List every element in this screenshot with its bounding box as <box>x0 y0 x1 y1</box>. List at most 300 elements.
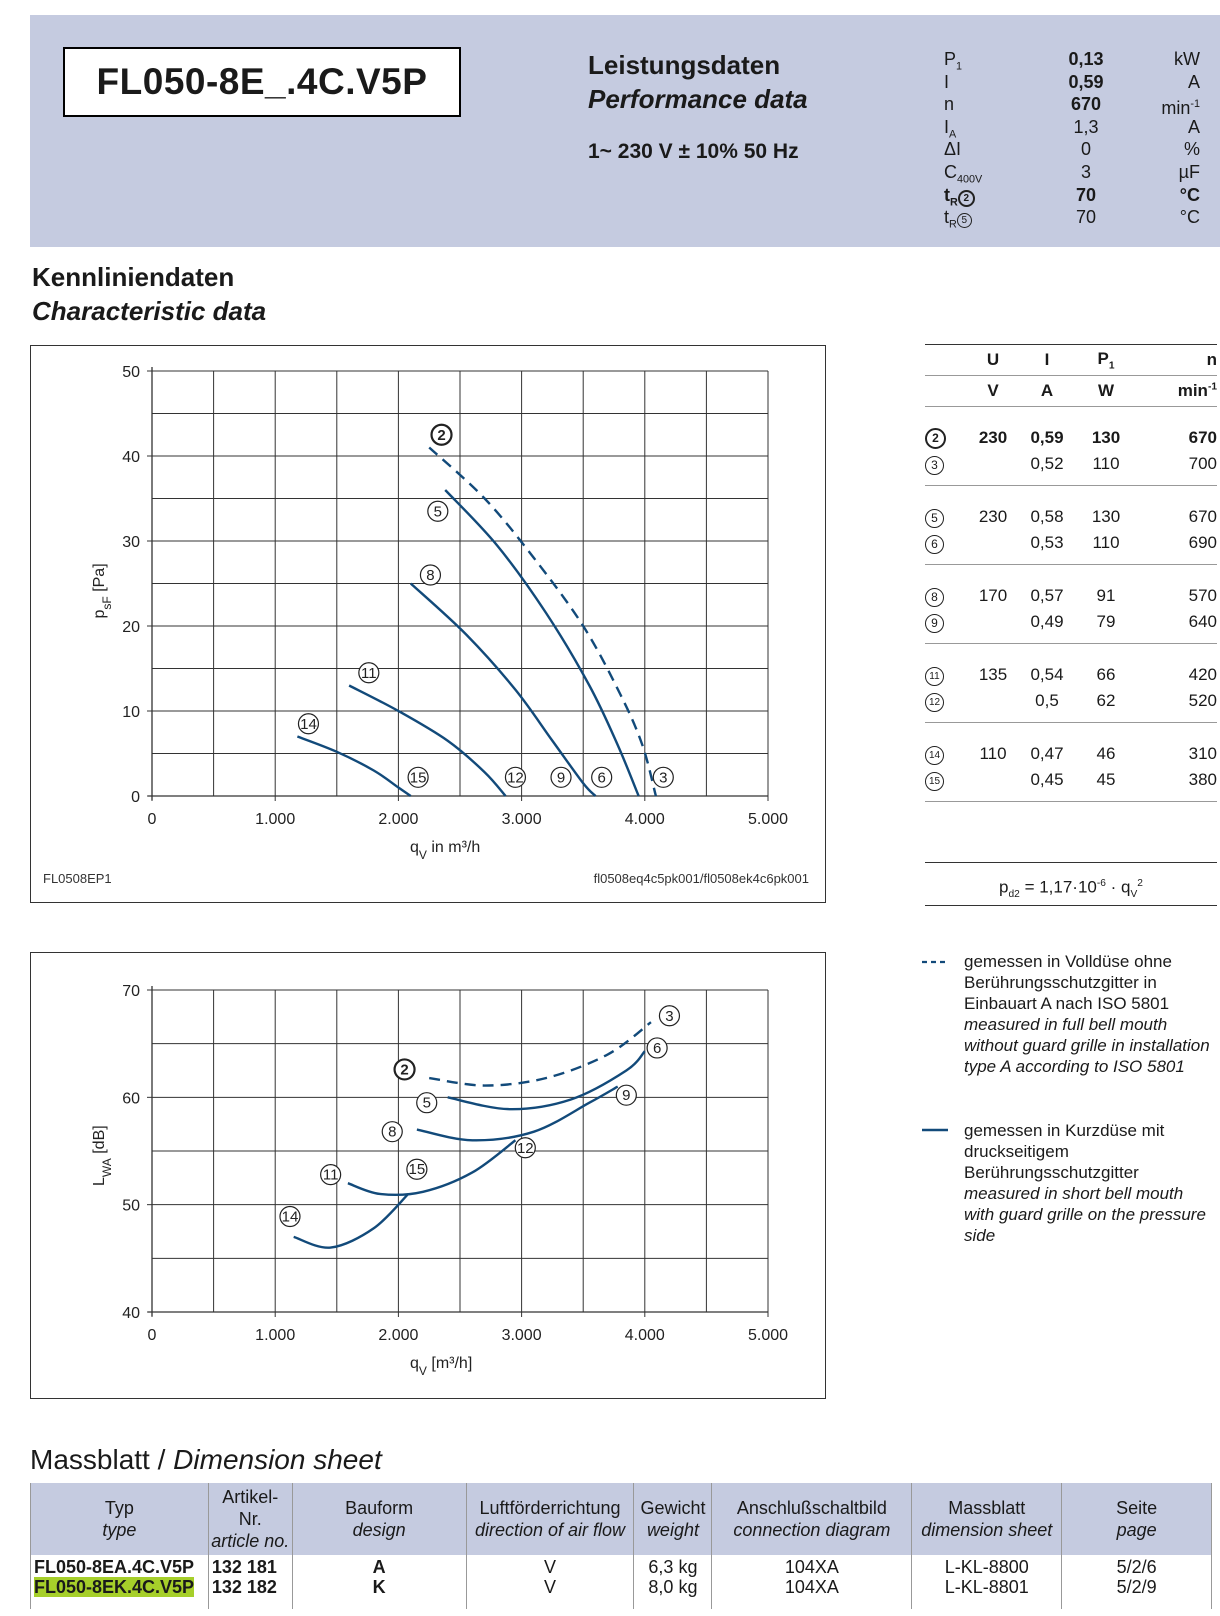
dimension-value <box>212 1577 289 1597</box>
characteristic-title-en: Characteristic data <box>32 296 267 326</box>
spec-row <box>944 93 1200 119</box>
dimension-type: FL050-8EK.4C.V5P <box>34 1577 195 1597</box>
spec-unit-text: µF <box>1178 161 1200 182</box>
curve-8 <box>417 1087 618 1141</box>
spec-unit <box>1116 161 1200 184</box>
spec-symbol-text: t <box>944 184 950 205</box>
op-point-cell <box>925 664 971 686</box>
point-label-9: 9 <box>622 1087 631 1105</box>
spec-value: 0 <box>1080 139 1091 160</box>
x-tick-label: 1.000 <box>255 811 296 828</box>
dimension-value <box>637 1577 708 1597</box>
spec-symbol-sub: 1 <box>956 60 963 73</box>
op-voltage: 110 <box>979 744 1007 763</box>
op-point-marker: 3 <box>925 456 944 475</box>
x-tick-label: 0 <box>147 1327 157 1344</box>
solid-line-icon <box>922 1126 948 1134</box>
point-label-15: 15 <box>409 769 427 787</box>
column-header-en: connection diagram <box>733 1520 891 1540</box>
x-tick-label: 4.000 <box>624 1327 665 1344</box>
supply-voltage: 1~ 230 V ± 10% 50 Hz <box>588 140 799 163</box>
spec-unit <box>1116 71 1200 94</box>
op-speed: 380 <box>1188 770 1217 789</box>
op-power: 110 <box>1092 533 1120 552</box>
sound-chart-frame <box>30 952 826 1399</box>
dimension-diagram: 104XA <box>784 1557 839 1577</box>
column-header-en: page <box>1116 1520 1157 1540</box>
op-point-marker: 8 <box>925 588 944 607</box>
chart-code-right: fl0508eq4c5pk001/fl0508ek4c6pk001 <box>593 871 809 886</box>
dashed-line-icon <box>922 958 948 966</box>
dimension-cell-flow <box>466 1555 634 1609</box>
spec-point-marker: 2 <box>958 190 975 207</box>
op-group <box>925 565 1217 644</box>
op-header-cell <box>1079 349 1133 371</box>
formula-mid: = 1,17·10 <box>1019 877 1097 897</box>
formula-exp: -6 <box>1096 878 1106 889</box>
formula-box <box>925 862 1217 906</box>
point-label-11: 11 <box>361 664 377 682</box>
dimension-cell-sheet <box>912 1555 1062 1609</box>
y-axis-label: $L_{WA}$ [dB] <box>91 1125 114 1186</box>
legend-solid-de: gemessen in Kurzdüse mit druckseitigem Berührungsschutzgitter <box>964 1121 1165 1182</box>
column-header-de: Artikel-Nr. <box>222 1487 279 1529</box>
dimension-title-de: Massblatt <box>30 1444 150 1475</box>
spec-symbol-text: n <box>944 94 955 115</box>
op-group <box>925 486 1217 565</box>
op-row <box>925 767 1217 793</box>
op-group <box>925 644 1217 723</box>
grid <box>152 990 768 1312</box>
op-row <box>925 662 1217 688</box>
op-unit-text: A <box>1040 381 1054 400</box>
formula-q-sub: V <box>1130 889 1138 901</box>
dimension-weight: 8,0 kg <box>648 1577 698 1597</box>
column-header-en: design <box>352 1520 406 1540</box>
curve-14 <box>294 1194 409 1248</box>
spec-symbol <box>944 71 1056 94</box>
spec-symbol-sub: R <box>950 196 958 209</box>
op-power: 62 <box>1096 691 1116 710</box>
y-tick-label: 60 <box>122 1090 140 1108</box>
op-header-text: n <box>1206 350 1217 369</box>
op-current: 0,52 <box>1030 454 1064 473</box>
op-row <box>925 741 1217 767</box>
dimension-page: 5/2/9 <box>1116 1577 1157 1597</box>
column-header-en: dimension sheet <box>921 1520 1053 1540</box>
spec-unit <box>1116 138 1200 161</box>
column-header-en: article no. <box>211 1531 290 1551</box>
op-unit-text: V <box>987 381 999 400</box>
dimension-value <box>296 1557 463 1577</box>
spec-row <box>944 71 1200 94</box>
dimension-value <box>34 1577 205 1597</box>
spec-symbol-text: I <box>944 116 950 137</box>
op-point-marker: 5 <box>925 509 944 528</box>
op-row <box>925 451 1217 477</box>
op-unit-cell <box>1079 381 1133 401</box>
dimension-column-header <box>1062 1483 1212 1555</box>
op-point-marker: 15 <box>925 772 944 791</box>
dimension-cell-weight <box>634 1555 712 1609</box>
spec-unit <box>1116 206 1200 229</box>
op-power: 46 <box>1096 744 1116 763</box>
y-tick-label: 40 <box>122 1305 140 1322</box>
column-header-de: Seite <box>1116 1498 1158 1518</box>
column-header-en: type <box>102 1520 137 1540</box>
op-speed: 670 <box>1188 507 1217 526</box>
column-header-en: weight <box>646 1520 699 1540</box>
dimension-cell-design <box>292 1555 466 1609</box>
op-voltage: 230 <box>978 507 1008 526</box>
y-tick-label: 30 <box>122 534 140 551</box>
spec-unit-text: A <box>1187 116 1200 137</box>
spec-value: 3 <box>1080 161 1091 182</box>
point-label-12: 12 <box>507 769 524 787</box>
spec-symbol-text: P <box>944 49 957 69</box>
spec-value: 0,13 <box>1068 49 1104 69</box>
legend-dashed <box>964 951 1218 1077</box>
column-header-en: direction of air flow <box>474 1520 626 1540</box>
y-axis-label: $p_{sF}$ [Pa] <box>91 563 114 619</box>
dimension-value <box>915 1557 1058 1577</box>
op-unit-sup: -1 <box>1207 381 1217 393</box>
dimension-value <box>637 1557 708 1577</box>
y-tick-label: 50 <box>122 364 140 381</box>
op-current: 0,57 <box>1030 586 1064 605</box>
op-point-marker: 6 <box>925 535 944 554</box>
dimension-sheet: L-KL-8801 <box>944 1577 1029 1597</box>
spec-unit <box>1116 116 1200 139</box>
op-point-cell <box>925 533 971 554</box>
dimension-table <box>30 1483 1212 1609</box>
dimension-article: 132 182 <box>211 1577 277 1597</box>
op-voltage: 170 <box>978 586 1008 605</box>
dimension-value <box>296 1577 463 1597</box>
op-power: 45 <box>1096 770 1116 789</box>
spec-symbol-sub: 400V <box>957 173 983 186</box>
op-point-cell <box>925 586 971 607</box>
op-row <box>925 530 1217 556</box>
spec-symbol <box>944 93 1056 116</box>
dimension-rows <box>31 1555 1212 1609</box>
point-label-3: 3 <box>665 1007 674 1025</box>
x-tick-label: 1.000 <box>255 1327 296 1344</box>
op-point-cell <box>925 743 971 765</box>
op-point-marker: 11 <box>925 667 944 686</box>
dimension-value <box>212 1557 289 1577</box>
spec-value: 70 <box>1075 184 1097 205</box>
op-header-cell <box>1133 350 1217 370</box>
op-point-cell <box>925 612 971 633</box>
op-current: 0,45 <box>1030 770 1064 789</box>
op-table-header <box>925 345 1217 376</box>
dimension-type: FL050-8EA.4C.V5P <box>34 1557 195 1577</box>
point-label-6: 6 <box>597 769 606 787</box>
op-row <box>925 425 1217 451</box>
spec-row <box>944 48 1200 71</box>
spec-symbol <box>944 116 1056 139</box>
spec-unit-text: min <box>1161 98 1191 119</box>
spec-row <box>944 184 1200 207</box>
dimension-value <box>1065 1557 1208 1577</box>
op-header-text: U <box>986 350 1000 369</box>
y-tick-label: 0 <box>131 789 140 806</box>
spec-symbol <box>944 48 1056 71</box>
dimension-value <box>34 1557 205 1577</box>
op-point-marker: 12 <box>925 693 944 712</box>
x-tick-label: 0 <box>147 811 157 828</box>
dimension-value <box>715 1577 908 1597</box>
spec-row <box>944 161 1200 184</box>
column-header-de: Anschlußschaltbild <box>736 1498 887 1518</box>
op-voltage: 230 <box>978 428 1008 447</box>
point-label-9: 9 <box>556 769 566 787</box>
x-tick-label: 5.000 <box>747 811 789 828</box>
x-tick-label: 3.000 <box>501 1327 542 1344</box>
x-tick-label: 2.000 <box>378 811 419 828</box>
dimension-column-header <box>208 1483 292 1555</box>
pressure-chart <box>31 346 825 902</box>
op-speed: 670 <box>1188 428 1217 447</box>
y-tick-label: 40 <box>122 449 140 466</box>
spec-unit <box>1116 184 1200 207</box>
op-speed: 420 <box>1188 665 1217 684</box>
op-header-cell <box>971 350 1015 370</box>
dimension-cell-diagram <box>712 1555 912 1609</box>
dimension-design: A <box>372 1557 386 1577</box>
spec-symbol <box>944 184 1056 207</box>
characteristic-title-de: Kennliniendaten <box>32 262 235 292</box>
spec-symbol-sub: R <box>949 218 957 231</box>
op-current: 0,53 <box>1030 533 1064 552</box>
op-current: 0,5 <box>1035 691 1059 710</box>
op-point-cell <box>925 427 971 449</box>
op-unit-cell <box>971 381 1015 401</box>
point-label-11: 11 <box>322 1166 339 1184</box>
y-tick-label: 70 <box>122 983 140 1000</box>
dimension-diagram: 104XA <box>784 1577 839 1597</box>
op-current: 0,58 <box>1030 507 1064 526</box>
dimension-weight: 6,3 kg <box>648 1557 698 1577</box>
spec-symbol-text: I <box>944 71 950 92</box>
curve-14 <box>297 737 410 797</box>
performance-title-de: Leistungsdaten <box>588 50 781 80</box>
dimension-page: 5/2/6 <box>1116 1557 1157 1577</box>
point-label-6: 6 <box>652 1039 662 1057</box>
spec-value: 1,3 <box>1073 116 1099 137</box>
spec-symbol <box>944 138 1056 161</box>
dimension-cell-type <box>31 1555 209 1609</box>
op-row <box>925 583 1217 609</box>
point-label-5: 5 <box>422 1094 431 1112</box>
dimension-value <box>470 1577 631 1597</box>
x-axis-label: $q_V$ [m³/h] <box>410 1355 473 1378</box>
chart-code-left: FL0508EP1 <box>43 871 112 886</box>
op-header-text: I <box>1044 350 1050 369</box>
curve-5 <box>448 1051 645 1109</box>
op-unit-text: min <box>1177 381 1208 400</box>
column-header-de: Typ <box>104 1498 134 1518</box>
legend-solid-en: measured in short bell mouth with guard grille on the pressure side <box>964 1184 1206 1245</box>
legend-dashed-en: measured in full bell mouth without guard grille in installation type A according to ISO 5801 <box>964 1015 1210 1076</box>
dimension-value <box>470 1557 631 1577</box>
point-label-5: 5 <box>433 503 442 521</box>
spec-unit <box>1116 48 1200 71</box>
point-label-8: 8 <box>388 1123 397 1141</box>
dimension-article: 132 181 <box>211 1557 277 1577</box>
curve-11 <box>348 1140 516 1195</box>
legend-dashed-de: gemessen in Volldüse ohne Berührungsschutzgitter in Einbauart A nach ISO 5801 <box>964 952 1172 1013</box>
formula-p-sub: d2 <box>1008 889 1020 901</box>
dimension-column-header <box>31 1483 209 1555</box>
formula-dot: · q <box>1105 877 1131 897</box>
dimension-cell-page <box>1062 1555 1212 1609</box>
op-power: 79 <box>1096 612 1116 631</box>
spec-symbol <box>944 161 1056 184</box>
op-power: 110 <box>1092 454 1120 473</box>
performance-title <box>588 48 808 116</box>
op-point-cell <box>925 769 971 791</box>
column-header-de: Gewicht <box>640 1498 706 1518</box>
spec-unit-text: % <box>1183 139 1200 160</box>
curve-8 <box>411 584 596 797</box>
x-tick-label: 5.000 <box>747 1327 789 1344</box>
op-speed: 310 <box>1188 744 1217 763</box>
dimension-value <box>715 1557 908 1577</box>
op-current: 0,54 <box>1030 665 1064 684</box>
spec-value: 70 <box>1075 207 1097 228</box>
op-row <box>925 504 1217 530</box>
op-header-text: P <box>1097 348 1109 368</box>
grid <box>152 371 768 796</box>
dimension-table-body <box>31 1555 1212 1609</box>
y-tick-label: 50 <box>122 1197 140 1215</box>
point-label-12: 12 <box>516 1139 534 1157</box>
spec-list <box>944 48 1200 229</box>
op-point-marker: 9 <box>925 614 944 633</box>
dimension-column-header <box>634 1483 712 1555</box>
sound-chart <box>31 953 825 1398</box>
spec-row <box>944 116 1200 139</box>
dimension-sheet: L-KL-8800 <box>944 1557 1029 1577</box>
spec-symbol-text: t <box>944 207 950 228</box>
performance-title-en: Performance data <box>588 84 808 114</box>
dimension-column-header <box>712 1483 912 1555</box>
point-label-8: 8 <box>426 567 435 584</box>
spec-unit-text: kW <box>1174 49 1200 69</box>
dimension-title-en: Dimension sheet <box>173 1444 382 1475</box>
op-speed: 640 <box>1188 612 1217 631</box>
x-tick-label: 3.000 <box>501 811 542 828</box>
dimension-column-header <box>292 1483 466 1555</box>
column-header-de: Bauform <box>345 1498 414 1518</box>
y-tick-label: 10 <box>122 704 140 721</box>
pressure-chart-frame <box>30 345 826 903</box>
spec-symbol <box>944 206 1056 229</box>
op-header-sub: 1 <box>1108 360 1115 372</box>
dimension-title <box>30 1444 382 1476</box>
point-label-15: 15 <box>408 1161 426 1179</box>
op-unit-text: W <box>1097 381 1115 400</box>
op-unit-cell <box>1133 381 1217 401</box>
point-label-14: 14 <box>300 715 317 733</box>
op-speed: 700 <box>1188 454 1217 473</box>
op-speed: 520 <box>1188 691 1217 710</box>
spec-symbol-sub: A <box>949 128 957 141</box>
spec-point-marker: 5 <box>957 213 972 228</box>
point-label-2: 2 <box>437 426 446 444</box>
spec-row <box>944 206 1200 229</box>
model-title: FL050-8E_.4C.V5P <box>63 47 461 117</box>
op-current: 0,49 <box>1030 612 1064 631</box>
operating-points-table <box>925 345 1217 802</box>
dimension-cell-article <box>208 1555 292 1609</box>
spec-symbol-text: C <box>944 161 957 182</box>
op-speed: 690 <box>1188 533 1217 552</box>
column-header-de: Massblatt <box>948 1498 1026 1518</box>
op-row <box>925 688 1217 714</box>
op-point-marker: 2 <box>925 428 946 449</box>
dimension-flow: V <box>543 1577 556 1597</box>
spec-unit-text: A <box>1187 71 1200 92</box>
op-power: 130 <box>1091 428 1121 447</box>
op-group <box>925 407 1217 486</box>
spec-unit-sup: -1 <box>1190 98 1200 111</box>
op-point-cell <box>925 454 971 475</box>
op-power: 66 <box>1096 665 1116 684</box>
point-label-14: 14 <box>281 1208 299 1226</box>
op-point-marker: 14 <box>925 746 944 765</box>
curve-2 <box>429 448 656 797</box>
op-point-cell <box>925 507 971 528</box>
y-tick-label: 20 <box>122 619 140 636</box>
spec-unit-text: °C <box>1179 207 1200 228</box>
op-point-cell <box>925 690 971 712</box>
x-tick-label: 4.000 <box>624 811 665 828</box>
formula-p: p <box>999 877 1009 897</box>
characteristic-title <box>32 260 266 328</box>
spec-row <box>944 138 1200 161</box>
op-unit-cell <box>1015 381 1079 401</box>
dimension-design: K <box>372 1577 386 1597</box>
spec-unit-text: °C <box>1179 184 1200 205</box>
spec-symbol-text: ΔI <box>944 139 962 160</box>
op-voltage: 135 <box>978 665 1008 684</box>
spec-value: 0,59 <box>1068 71 1104 92</box>
dimension-table-header <box>31 1483 1212 1555</box>
x-axis-label: $q_V$ in m³/h <box>410 839 481 862</box>
op-row <box>925 609 1217 635</box>
formula-q-sup: 2 <box>1137 878 1143 889</box>
op-current: 0,47 <box>1030 744 1064 763</box>
spec-value: 670 <box>1070 94 1102 115</box>
op-power: 130 <box>1091 507 1121 526</box>
op-header-cell <box>1015 350 1079 370</box>
op-power: 91 <box>1096 586 1116 605</box>
op-current: 0,59 <box>1030 428 1064 447</box>
dimension-column-header <box>466 1483 634 1555</box>
legend-solid <box>964 1120 1218 1246</box>
op-group <box>925 723 1217 802</box>
dimension-value <box>915 1577 1058 1597</box>
column-header-de: Luftförderrichtung <box>479 1498 621 1518</box>
op-speed: 570 <box>1188 586 1217 605</box>
dimension-title-sep: / <box>149 1444 174 1475</box>
dimension-value <box>1065 1577 1208 1597</box>
op-table-units <box>925 376 1217 407</box>
point-label-2: 2 <box>400 1061 409 1079</box>
